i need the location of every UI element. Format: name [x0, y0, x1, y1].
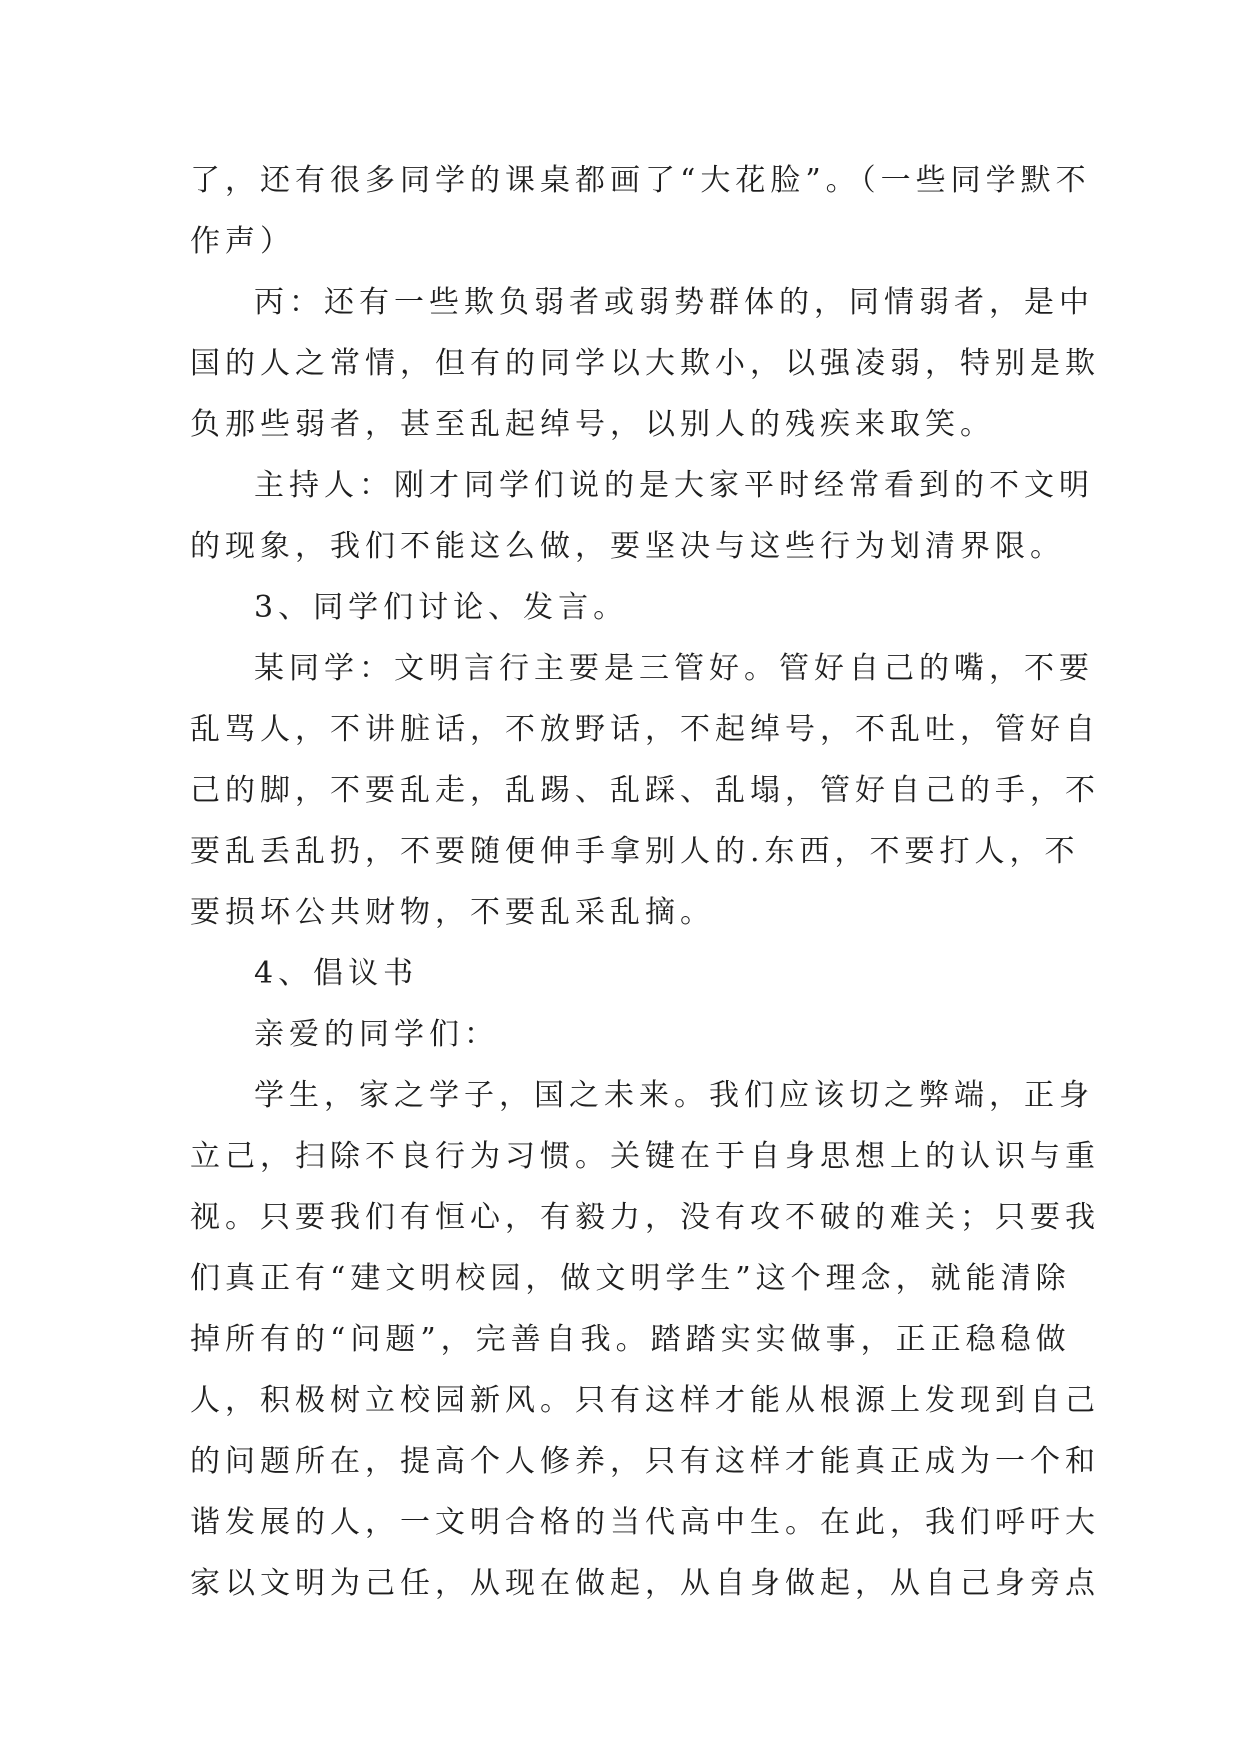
text-line: 们真正有“建文明校园，做文明学生”这个理念，就能清除: [190, 1261, 1071, 1296]
text-line: 视。只要我们有恒心，有毅力，没有攻不破的难关；只要我: [190, 1200, 1100, 1235]
text-line: 乱骂人，不讲脏话，不放野话，不起绰号，不乱吐，管好自: [190, 712, 1100, 747]
text-line: 作声）: [190, 224, 295, 259]
text-line: 人，积极树立校园新风。只有这样才能从根源上发现到自己: [190, 1383, 1100, 1418]
section-heading: 3、同学们讨论、发言。: [254, 590, 629, 625]
paragraph-start: 学生，家之学子，国之未来。我们应该切之弊端，正身: [254, 1078, 1094, 1113]
paragraph-start: 丙：还有一些欺负弱者或弱势群体的，同情弱者，是中: [254, 285, 1094, 320]
text-line: 要乱丢乱扔，不要随便伸手拿别人的.东西，不要打人，不: [190, 834, 1080, 869]
paragraph-start: 某同学：文明言行主要是三管好。管好自己的嘴，不要: [254, 651, 1094, 686]
text-line: 的问题所在，提高个人修养，只有这样才能真正成为一个和: [190, 1444, 1100, 1479]
text-line: 负那些弱者，甚至乱起绰号，以别人的残疾来取笑。: [190, 407, 995, 442]
text-line: 要损坏公共财物，不要乱采乱摘。: [190, 895, 715, 930]
paragraph-start: 主持人：刚才同学们说的是大家平时经常看到的不文明: [254, 468, 1094, 503]
text-line: 国的人之常情，但有的同学以大欺小，以强凌弱，特别是欺: [190, 346, 1100, 381]
section-heading: 4、倡议书: [254, 956, 419, 991]
body-text: [190, 150, 1100, 1614]
text-line: 掉所有的“问题”，完善自我。踏踏实实做事，正正稳稳做: [190, 1322, 1071, 1357]
text-line: 家以文明为己任，从现在做起，从自身做起，从自己身旁点: [190, 1566, 1100, 1601]
text-line: 立己，扫除不良行为习惯。关键在于自身思想上的认识与重: [190, 1139, 1100, 1174]
text-line: 了，还有很多同学的课桌都画了“大花脸”。（一些同学默不: [190, 163, 1091, 198]
text-line: 的现象，我们不能这么做，要坚决与这些行为划清界限。: [190, 529, 1065, 564]
text-line: 己的脚，不要乱走，乱踢、乱踩、乱塌，管好自己的手，不: [190, 773, 1100, 808]
salutation: 亲爱的同学们：: [254, 1017, 499, 1052]
text-line: 谐发展的人，一文明合格的当代高中生。在此，我们呼吁大: [190, 1505, 1100, 1540]
